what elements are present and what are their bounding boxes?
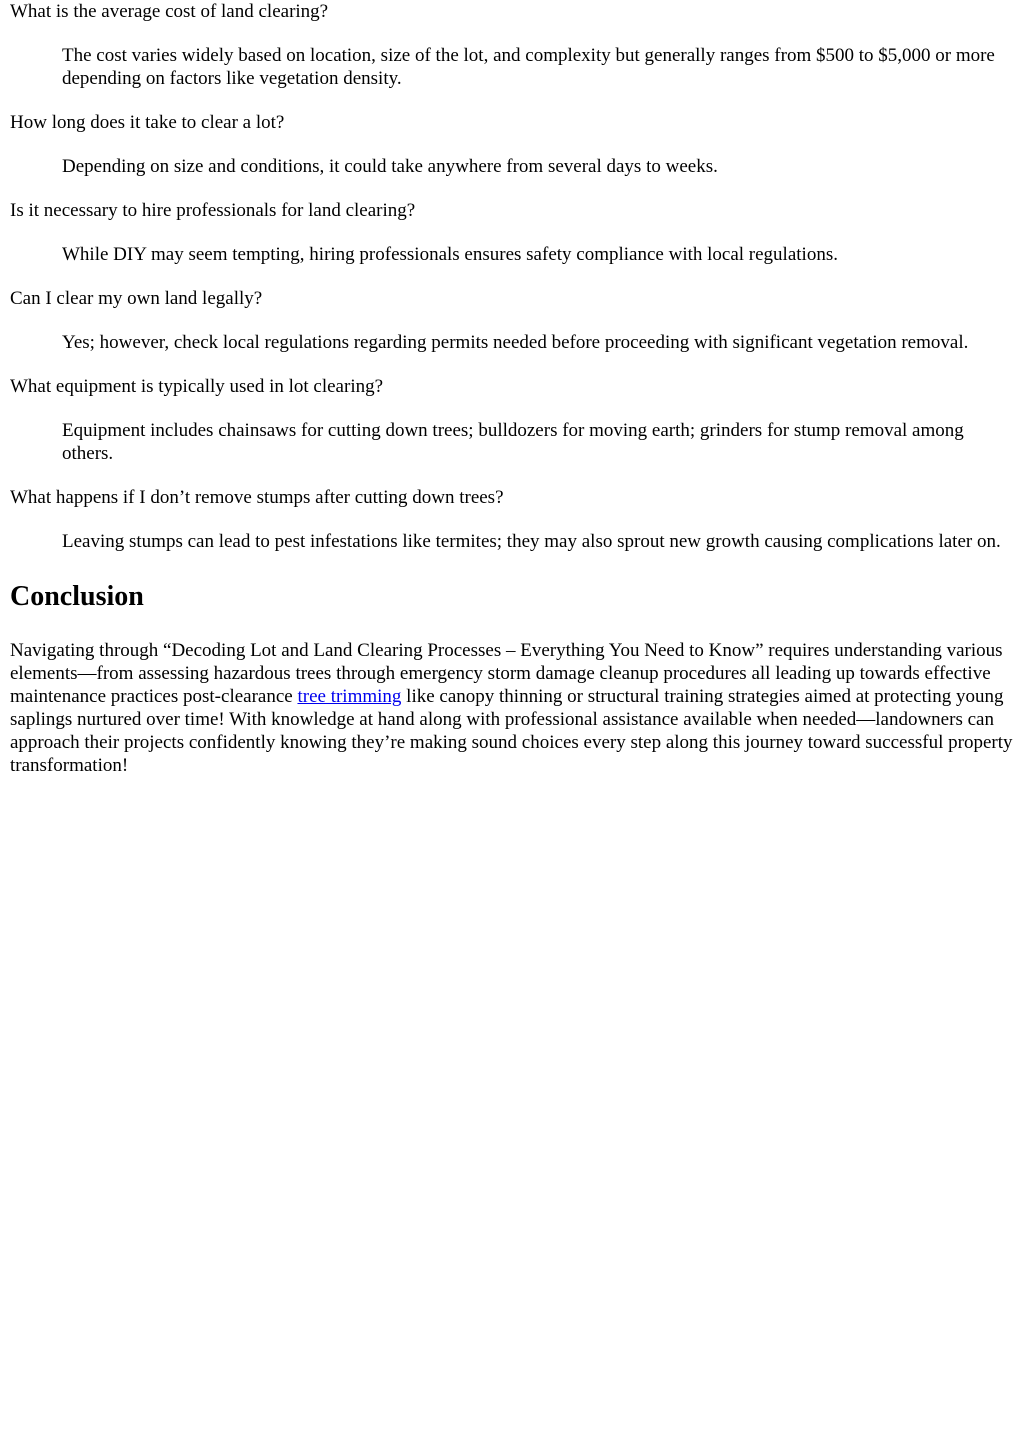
conclusion-heading: Conclusion [10,581,144,612]
faq-question: What equipment is typically used in lot clearing? [10,376,384,397]
faq-list [10,0,1014,553]
faq-question: What is the average cost of land clearing? [10,1,329,22]
faq-answer: Depending on size and conditions, it could take anywhere from several days to weeks. [62,156,718,177]
conclusion-paragraph [10,639,1014,777]
faq-answer: Leaving stumps can lead to pest infestations like termites; they may also sprout new growth causing complications later on. [62,531,1001,552]
conclusion-text-before-link: Navigating through “Decoding Lot and Land Clearing Processes – Everything You Need to Know” requires understanding various elements—from assessing hazardous trees through emergency storm damage cleanup procedures all leading up towards effective maintenance practices post-clearance [10,640,1003,707]
faq-question: Is it necessary to hire professionals for land clearing? [10,200,416,221]
faq-answer: The cost varies widely based on location, size of the lot, and complexity but generally ranges from $500 to $5,000 or more depending on factors like vegetation density. [62,45,995,89]
faq-question: How long does it take to clear a lot? [10,112,285,133]
faq-question: What happens if I don’t remove stumps after cutting down trees? [10,487,504,508]
faq-answer: While DIY may seem tempting, hiring professionals ensures safety compliance with local regulations. [62,244,838,265]
faq-answer: Yes; however, check local regulations regarding permits needed before proceeding with significant vegetation removal. [62,332,969,353]
conclusion-text-after-link: like canopy thinning or structural training strategies aimed at protecting young saplings nurtured over time! With knowledge at hand along with professional assistance available when needed—landowners can approach their projects confidently knowing they’re making sound choices every step along this journey toward successful property transformation! [10,686,1013,776]
faq-answer: Equipment includes chainsaws for cutting down trees; bulldozers for moving earth; grinders for stump removal among others. [62,420,964,464]
faq-question: Can I clear my own land legally? [10,288,263,309]
tree-trimming-link[interactable]: tree trimming [297,686,402,707]
